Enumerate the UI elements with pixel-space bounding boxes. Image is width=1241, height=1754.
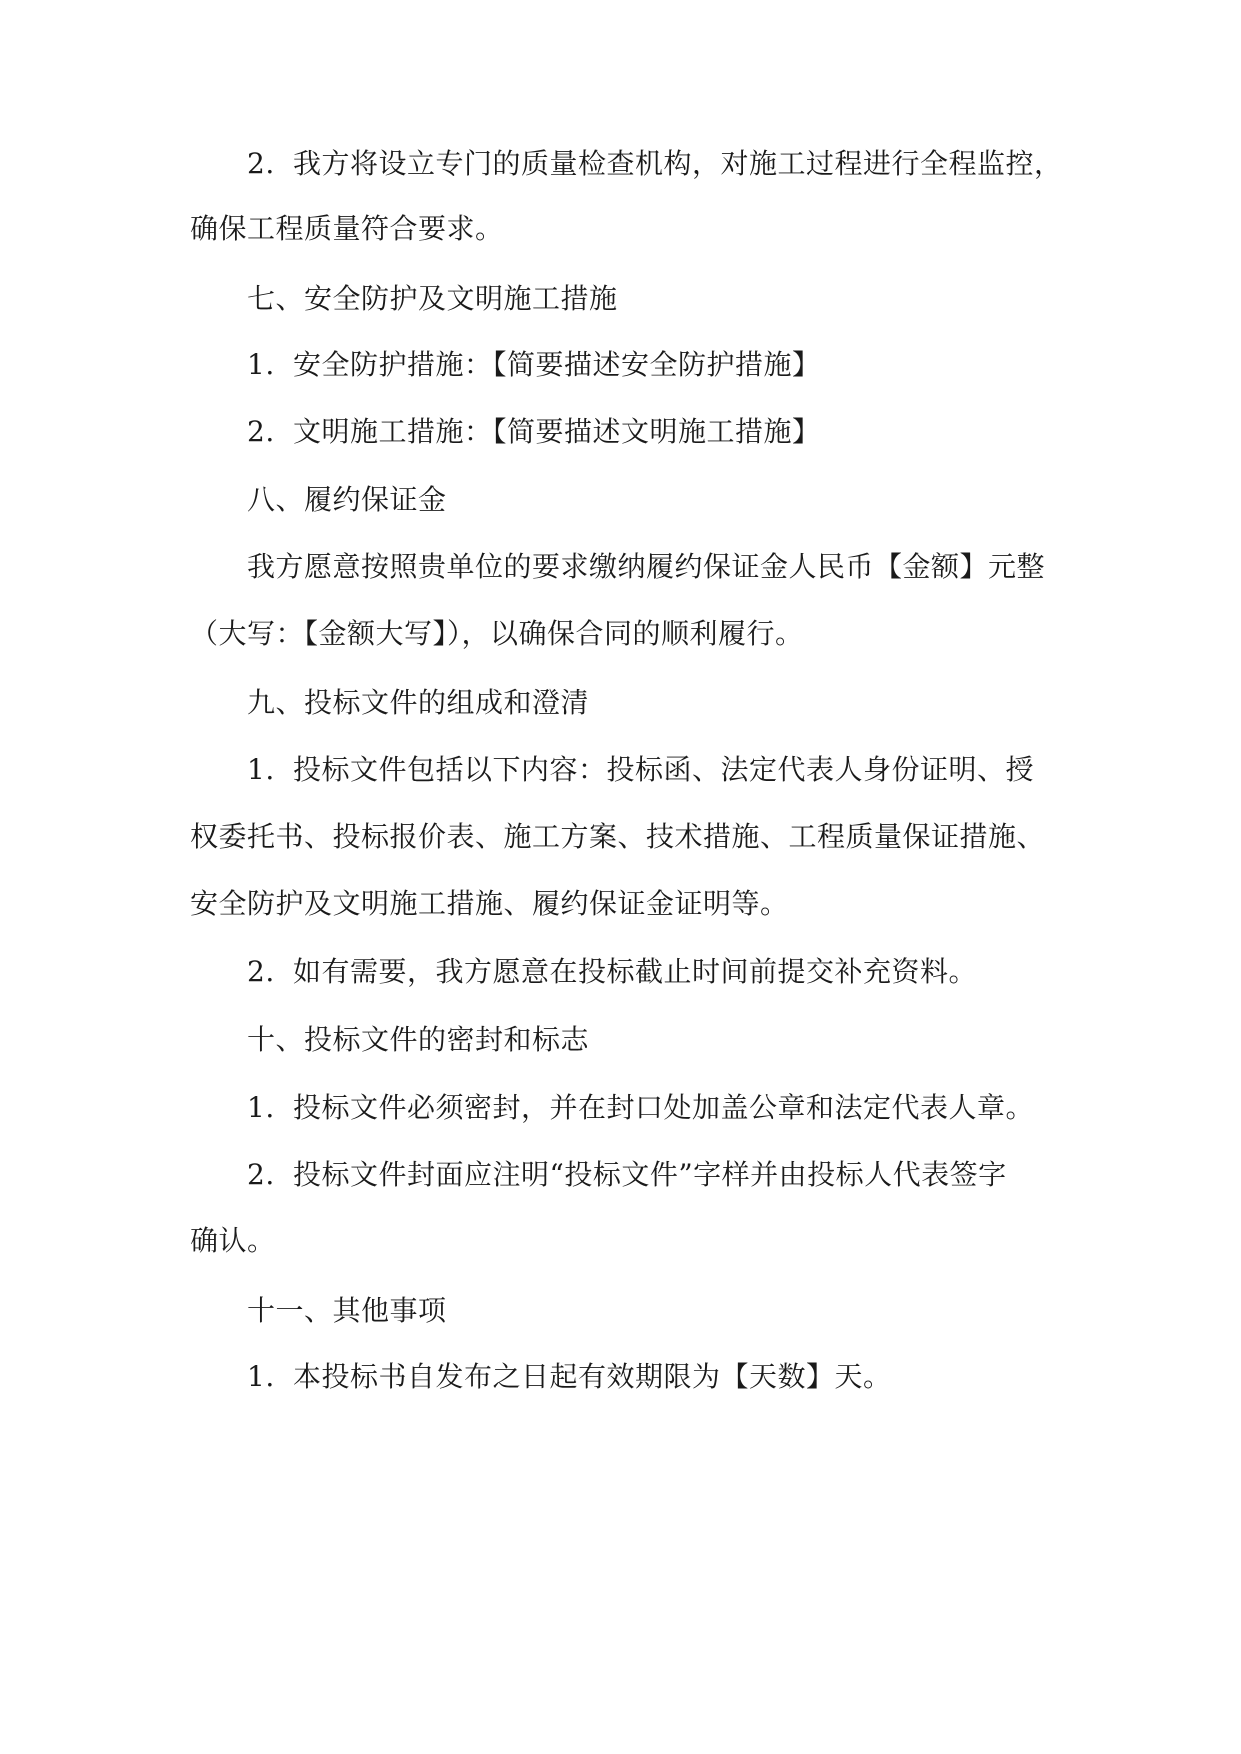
paragraph-item-2-quality	[247, 144, 1063, 184]
section-heading-8	[247, 480, 447, 520]
section-heading-11	[247, 1291, 447, 1331]
paragraph-continuation	[190, 817, 1045, 857]
paragraph-item-2-supplement	[247, 952, 977, 992]
paragraph-text: 文明施工措施：【简要描述文明施工措施】	[293, 415, 821, 448]
paragraph-text: 我方愿意按照贵单位的要求缴纳履约保证金人民币【金额】元整	[247, 550, 1046, 583]
section-heading-text: 九、投标文件的组成和澄清	[247, 686, 590, 719]
paragraph-item-1-sealing	[247, 1088, 1034, 1128]
section-heading-7	[247, 279, 618, 319]
list-number: 1.	[247, 753, 275, 786]
paragraph-text: 安全防护及文明施工措施、履约保证金证明等。	[190, 887, 789, 920]
section-heading-text: 八、履约保证金	[247, 483, 447, 516]
paragraph-item-2-civilized	[247, 412, 821, 452]
paragraph-item-2-cover	[247, 1155, 1007, 1195]
paragraph-text: 本投标书自发布之日起有效期限为【天数】天。	[293, 1360, 892, 1393]
paragraph-text: 投标文件包括以下内容：投标函、法定代表人身份证明、授	[293, 753, 1035, 786]
list-number: 1.	[247, 348, 275, 381]
paragraph-continuation	[190, 209, 504, 249]
paragraph-continuation	[190, 884, 789, 924]
paragraph-continuation	[190, 1221, 276, 1261]
paragraph-text: 权委托书、投标报价表、施工方案、技术措施、工程质量保证措施、	[190, 820, 1046, 853]
paragraph-text: 投标文件封面应注明“投标文件”字样并由投标人代表签字	[293, 1158, 1007, 1191]
paragraph-text: 如有需要，我方愿意在投标截止时间前提交补充资料。	[293, 955, 978, 988]
paragraph-item-1-validity	[247, 1357, 892, 1397]
section-heading-text: 十、投标文件的密封和标志	[247, 1023, 590, 1056]
section-heading-9	[247, 683, 589, 723]
paragraph-bond	[247, 547, 1045, 587]
paragraph-text: 我方将设立专门的质量检查机构，对施工过程进行全程监控，	[293, 147, 1063, 180]
paragraph-continuation	[190, 614, 804, 654]
section-heading-text: 十一、其他事项	[247, 1294, 447, 1327]
paragraph-text: 确认。	[190, 1224, 276, 1257]
section-heading-10	[247, 1020, 589, 1060]
list-number: 1.	[247, 1091, 275, 1124]
list-number: 2.	[247, 147, 275, 180]
paragraph-text: （大写：【金额大写】），以确保合同的顺利履行。	[190, 617, 804, 650]
list-number: 1.	[247, 1360, 275, 1393]
paragraph-text: 安全防护措施：【简要描述安全防护措施】	[293, 348, 821, 381]
paragraph-item-1-contents	[247, 750, 1034, 790]
list-number: 2.	[247, 955, 275, 988]
list-number: 2.	[247, 415, 275, 448]
paragraph-text: 投标文件必须密封，并在封口处加盖公章和法定代表人章。	[293, 1091, 1035, 1124]
paragraph-text: 确保工程质量符合要求。	[190, 212, 504, 245]
section-heading-text: 七、安全防护及文明施工措施	[247, 282, 618, 315]
paragraph-item-1-safety	[247, 345, 821, 385]
list-number: 2.	[247, 1158, 275, 1191]
